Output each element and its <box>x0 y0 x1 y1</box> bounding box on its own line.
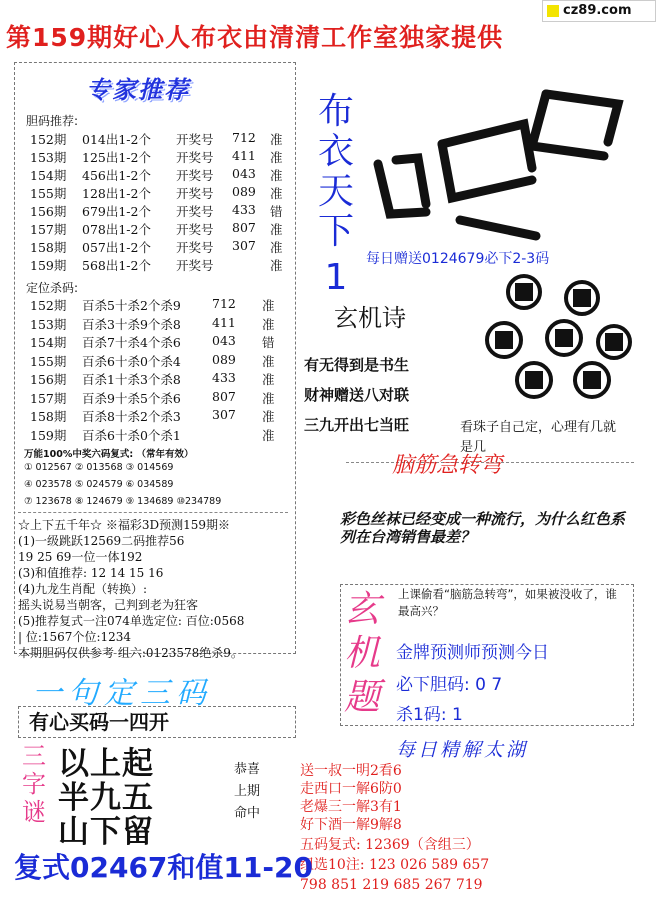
buyi-char: 衣 <box>317 131 354 172</box>
riddle-big-line: 以上起 <box>58 746 154 782</box>
pos-cell: 154期 <box>30 335 67 350</box>
six-line: ⑦ 123678 ⑧ 124679 ⑨ 134689 ⑩234789 <box>24 496 222 507</box>
poem-line: 财神赠送八对联 <box>304 386 410 404</box>
list-line: 19 25 69一位一体192 <box>18 550 143 564</box>
dan-cell: 089 <box>232 184 256 199</box>
buyi-char: 天 <box>317 171 354 212</box>
divider <box>18 512 288 513</box>
list-line: | 位:1567个位:1234 <box>18 630 132 644</box>
buyi-char: 1 <box>324 257 348 298</box>
dan-cell: 411 <box>232 148 256 163</box>
list-line: 本期胆码仅供参考 组六:0123578绝杀9。 <box>18 646 243 660</box>
pos-cell: 807 <box>212 388 236 404</box>
dan-cell: 开奖号 <box>176 132 214 147</box>
must-dan: 必下胆码: 0 7 <box>396 675 503 695</box>
dan-cell: 158期 <box>30 240 67 255</box>
dan-cell: 准 <box>270 258 283 273</box>
riddle-big-line: 山下留 <box>58 814 154 850</box>
dan-cell: 152期 <box>30 132 67 147</box>
dan-cell: 307 <box>232 238 256 253</box>
dan-cell: 准 <box>270 186 283 201</box>
list-line: (5)推荐复式一注074单选定位: 百位:0568 <box>18 614 245 628</box>
dan-cell: 准 <box>270 150 283 165</box>
kill-one: 杀1码: 1 <box>396 705 463 725</box>
dan-cell: 开奖号 <box>176 168 214 183</box>
lake-title: 每日精解太湖 <box>396 739 529 761</box>
list-line: (3)和值推荐: 12 14 15 16 <box>18 566 164 580</box>
pos-cell: 159期 <box>30 427 67 443</box>
pos-cell: 307 <box>212 407 236 422</box>
dan-cell: 125出1-2个 <box>82 150 151 165</box>
heart-line: 有心买码一四开 <box>18 706 296 738</box>
coins-icon <box>464 270 640 420</box>
pos-cell: 411 <box>212 314 236 330</box>
dan-cell: 679出1-2个 <box>82 204 151 219</box>
pos-cell: 准 <box>262 298 275 313</box>
pos-cell: 错 <box>262 335 275 350</box>
expert-title: 专家推荐 <box>86 76 190 104</box>
pos-cell: 156期 <box>30 372 67 387</box>
pos-cell: 152期 <box>30 298 67 313</box>
xuanji-char: 题 <box>343 677 380 718</box>
page-title: 第159期好心人布衣由清清工作室独家提供 <box>6 23 504 52</box>
riddle-big-line: 半九五 <box>58 780 154 816</box>
pos-cell: 准 <box>262 353 275 369</box>
pos-cell: 158期 <box>30 409 67 424</box>
dan-cell: 准 <box>270 168 283 183</box>
pos-cell: 百杀5十杀2个杀9 <box>82 298 181 313</box>
congrats-line: 上期 <box>234 784 261 799</box>
pos-cell: 准 <box>262 390 275 406</box>
pos-cell: 百杀8十杀2个杀3 <box>82 409 181 424</box>
dan-cell: 153期 <box>30 150 67 165</box>
dan-cell: 433 <box>232 202 256 217</box>
dan-cell: 准 <box>270 240 283 255</box>
pos-cell: 准 <box>262 372 275 387</box>
pos-cell: 百杀3十杀9个杀8 <box>82 316 181 332</box>
dan-cell: 开奖号 <box>176 186 214 201</box>
lake-line: 走西口一解6防0 <box>300 781 402 797</box>
dan-cell: 043 <box>232 166 256 181</box>
xuanji-char: 机 <box>343 633 380 674</box>
pos-cell: 712 <box>212 296 236 311</box>
daily-gift: 每日赠送0124679必下2-3码 <box>366 251 550 267</box>
lake-line: 好下酒一解9解8 <box>300 817 402 833</box>
pos-cell: 准 <box>262 316 275 332</box>
dan-cell: 开奖号 <box>176 150 214 165</box>
dan-cell: 开奖号 <box>176 240 214 255</box>
site-watermark[interactable] <box>542 0 656 22</box>
list-line: 摇头说易当朝客，己判到老为狂客 <box>18 598 199 612</box>
dan-cell: 456出1-2个 <box>82 168 151 183</box>
dan-cell: 807 <box>232 220 256 235</box>
lake-line: 798 851 219 685 267 719 <box>300 877 483 893</box>
dan-cell: 057出1-2个 <box>82 240 151 255</box>
number-sketch-drawing <box>356 64 642 244</box>
lake-line: 老爆三一解3有1 <box>300 799 402 815</box>
pos-cell: 百杀7十杀4个杀6 <box>82 335 181 350</box>
pos-cell: 153期 <box>30 316 67 332</box>
logo-square-icon <box>547 5 559 17</box>
riddle-title: 脑筋急转弯 <box>392 453 503 478</box>
three-char-riddle-vertical <box>14 742 54 826</box>
lake-line: 五码复式: 12369（含组三） <box>300 837 480 853</box>
buyi-char: 布 <box>317 91 354 132</box>
xuanji-vertical <box>342 588 382 720</box>
buyi-vertical <box>316 92 356 298</box>
pos-cell: 043 <box>212 333 236 348</box>
dan-cell: 155期 <box>30 186 67 201</box>
pos-cell: 433 <box>212 370 236 385</box>
pos-cell: 157期 <box>30 390 67 406</box>
fushi-line: 复式02467和值11-20 <box>14 851 313 884</box>
dan-cell: 154期 <box>30 168 67 183</box>
xuanji-char: 玄 <box>343 589 380 630</box>
dan-cell: 128出1-2个 <box>82 186 151 201</box>
dan-cell: 准 <box>270 132 283 147</box>
buyi-char: 下 <box>317 211 354 252</box>
dan-cell: 078出1-2个 <box>82 222 151 237</box>
pos-cell: 百杀6十杀0个杀4 <box>82 353 181 369</box>
dan-cell: 开奖号 <box>176 222 214 237</box>
pos-cell: 百杀6十杀0个杀1 <box>82 427 181 443</box>
pos-cell: 准 <box>262 427 275 443</box>
dan-label: 胆码推荐: <box>26 114 79 128</box>
riddle-text: 彩色丝袜已经变成一种流行，为什么红色系列在台湾销售最差？ <box>340 510 626 546</box>
dan-cell: 157期 <box>30 222 67 237</box>
dan-cell: 014出1-2个 <box>82 132 151 147</box>
pos-cell: 百杀1十杀3个杀8 <box>82 372 181 387</box>
pos-label: 定位杀码: <box>26 281 79 295</box>
dan-cell: 159期 <box>30 258 67 273</box>
three-char: 字 <box>22 770 46 798</box>
lake-line: 送一叔一明2看6 <box>300 763 402 779</box>
gold-predict: 金牌预测师预测今日 <box>396 643 549 663</box>
list-line: ☆上下五千年☆ ※福彩3D预测159期※ <box>18 518 230 532</box>
lake-line: 组选10注: 123 026 589 657 <box>300 857 490 873</box>
dan-cell: 错 <box>270 204 283 219</box>
six-line: ④ 023578 ⑤ 024579 ⑥ 034589 <box>24 479 174 490</box>
watermark-text: cz89.com <box>563 3 632 18</box>
pos-cell: 准 <box>262 409 275 424</box>
dan-cell: 开奖号 <box>176 258 214 273</box>
six-label: 万能100%中奖六码复式: （常年有效） <box>24 449 194 460</box>
list-line: (4)九龙生肖配（转换）: <box>18 582 148 596</box>
three-char: 三 <box>22 742 46 770</box>
dan-cell: 开奖号 <box>176 204 214 219</box>
congrats-line: 恭喜 <box>234 762 261 777</box>
dan-cell: 准 <box>270 222 283 237</box>
xuanji-note: 上课偷看“脑筋急转弯”，如果被没收了，谁最高兴？ <box>398 587 617 618</box>
dan-cell: 156期 <box>30 204 67 219</box>
congrats-line: 命中 <box>234 806 261 821</box>
dan-cell: 568出1-2个 <box>82 258 151 273</box>
poem-line: 有无得到是书生 <box>304 356 410 374</box>
list-line: (1)一级跳跃12569二码推荐56 <box>18 534 185 548</box>
pos-cell: 百杀9十杀5个杀6 <box>82 390 181 406</box>
poem-line: 三九开出七当旺 <box>304 416 410 434</box>
dan-cell: 712 <box>232 130 256 145</box>
one-line-title: 一句定三码 <box>32 676 212 711</box>
poem-title: 玄机诗 <box>334 304 406 332</box>
pos-cell: 089 <box>212 351 236 367</box>
six-line: ① 012567 ② 013568 ③ 014569 <box>24 462 174 473</box>
bead-note: 看珠子自己定，心理有几就是几 <box>460 420 617 455</box>
three-char: 谜 <box>22 798 46 826</box>
pos-cell: 155期 <box>30 353 67 369</box>
